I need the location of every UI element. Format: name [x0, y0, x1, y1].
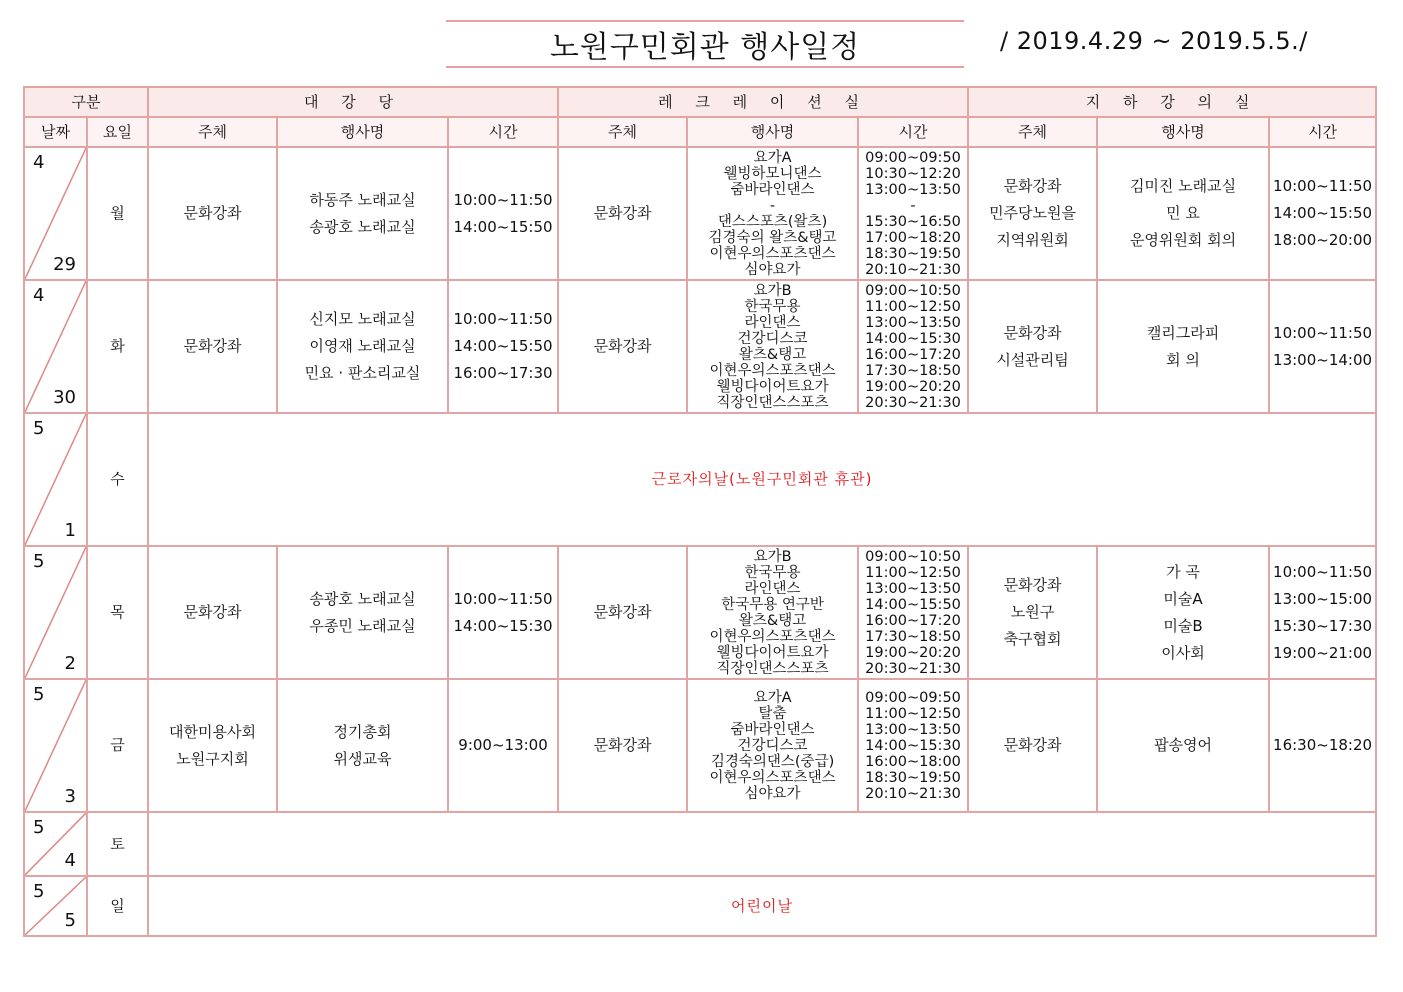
recreation-host [558, 679, 687, 812]
day-of-week: 월 [87, 147, 148, 280]
date-month: 5 [33, 817, 45, 838]
page-title: 노원구민회관 행사일정 [446, 20, 964, 68]
basement-host [968, 147, 1097, 280]
date-month: 5 [33, 684, 45, 705]
basement-events-line: 회 의 [1166, 350, 1200, 369]
recreation-events-line: 한국무용 [744, 564, 801, 581]
recreation-events-line: 웰빙다이어트요가 [716, 644, 829, 661]
basement-host [968, 679, 1097, 812]
header-hall-event: 행사명 [277, 117, 448, 147]
table-row [24, 679, 1376, 812]
recreation-host [558, 280, 687, 413]
hall-host-line: 대한미용사회 [169, 722, 256, 741]
basement-times-line: 19:00~21:00 [1273, 643, 1373, 662]
basement-times-line: 18:00~20:00 [1273, 231, 1373, 249]
hall-events-line: 우종민 노래교실 [309, 616, 416, 635]
hall-events-line: 이영재 노래교실 [309, 337, 416, 355]
basement-events-line: 캘리그라피 [1146, 323, 1220, 342]
hall-events [277, 280, 448, 413]
recreation-events-line: 라인댄스 [744, 314, 801, 331]
recreation-host-line: 문화강좌 [593, 603, 652, 621]
hall-times [448, 147, 558, 280]
recreation-times-line: 14:00~15:30 [865, 737, 961, 754]
header-base-event: 행사명 [1097, 117, 1269, 147]
hall-events-line: 송광호 노래교실 [309, 589, 416, 608]
day-of-week: 토 [87, 812, 148, 876]
table-row [24, 546, 1376, 679]
hall-host [148, 280, 277, 413]
recreation-host [558, 546, 687, 679]
basement-times-line: 14:00~15:50 [1273, 204, 1373, 222]
date-cell [24, 413, 87, 546]
basement-times [1269, 546, 1376, 679]
hall-times [448, 679, 558, 812]
section-recreation: 레 크 레 이 션 실 [558, 87, 968, 117]
header-hall-host: 주체 [148, 117, 277, 147]
recreation-events-line: 줌바라인댄스 [730, 721, 815, 738]
recreation-events-line: 김경숙의 왈츠&탱고 [708, 229, 837, 246]
basement-times-line: 13:00~15:00 [1273, 589, 1373, 608]
basement-events-line: 가 곡 [1166, 562, 1200, 581]
header-rec-event: 행사명 [687, 117, 858, 147]
recreation-times-line: 20:30~21:30 [865, 660, 961, 677]
recreation-events [687, 546, 858, 679]
basement-events-line: 민 요 [1166, 204, 1200, 222]
basement-host-line: 노원구 [1010, 603, 1055, 621]
hall-times-line: 10:00~11:50 [453, 310, 553, 328]
basement-host [968, 280, 1097, 413]
header-date: 날짜 [24, 117, 87, 147]
recreation-times-line: 10:30~12:20 [865, 165, 961, 182]
basement-host-line: 시설관리팀 [996, 350, 1069, 369]
hall-times-line: 14:00~15:30 [453, 616, 553, 635]
table-row [24, 147, 1376, 280]
basement-host-line: 지역위원회 [996, 231, 1069, 249]
hall-host-line: 노원구지회 [176, 749, 249, 768]
hall-events-line: 위생교육 [333, 749, 392, 768]
recreation-events-line: 요가A [753, 149, 792, 166]
recreation-events-line: 이현우의스포츠댄스 [709, 769, 836, 786]
section-basement: 지 하 강 의 실 [968, 87, 1376, 117]
recreation-times-line: 14:00~15:30 [865, 330, 961, 347]
recreation-events [687, 147, 858, 280]
basement-times-line: 10:00~11:50 [1273, 177, 1373, 195]
recreation-events-line: 웰빙다이어트요가 [716, 378, 829, 395]
recreation-times-line: 20:30~21:30 [865, 394, 961, 411]
header-base-host: 주체 [968, 117, 1097, 147]
date-month: 4 [33, 285, 45, 306]
recreation-events-line: 요가B [753, 548, 792, 565]
section-hall: 대 강 당 [148, 87, 558, 117]
recreation-events-line: 줌바라인댄스 [730, 181, 815, 198]
basement-times-line: 15:30~17:30 [1273, 616, 1373, 635]
hall-events-line: 송광호 노래교실 [309, 217, 416, 236]
recreation-times-line: 13:00~13:50 [865, 181, 961, 198]
date-cell [24, 280, 87, 413]
schedule-period: / 2019.4.29 ~ 2019.5.5./ [1000, 27, 1308, 55]
hall-events-line: 민요 · 판소리교실 [304, 364, 421, 382]
basement-times-line: 10:00~11:50 [1273, 562, 1373, 581]
hall-events [277, 679, 448, 812]
recreation-events-line: 건강디스코 [737, 330, 808, 347]
hall-times [448, 546, 558, 679]
recreation-times-line: 09:00~10:50 [865, 282, 961, 299]
date-month: 5 [33, 418, 45, 439]
recreation-times-line: 20:10~21:30 [865, 261, 961, 278]
basement-times-line: 13:00~14:00 [1273, 350, 1373, 369]
recreation-times-line: 16:00~17:20 [865, 346, 961, 363]
hall-times-line: 16:00~17:30 [453, 364, 553, 382]
header-row-columns [24, 117, 1376, 147]
basement-times [1269, 147, 1376, 280]
recreation-events-line: 한국무용 [744, 298, 801, 315]
basement-events-line: 팝송영어 [1154, 736, 1213, 754]
basement-events-line: 미술B [1163, 616, 1203, 635]
recreation-host [558, 147, 687, 280]
day-of-week: 금 [87, 679, 148, 812]
table-row [24, 812, 1376, 876]
recreation-times-line: 13:00~13:50 [865, 314, 961, 331]
table-row [24, 280, 1376, 413]
recreation-times [858, 147, 968, 280]
date-day: 29 [53, 254, 76, 275]
recreation-times-line: 14:00~15:50 [865, 596, 961, 613]
date-cell [24, 546, 87, 679]
recreation-events-line: 한국무용 연구반 [721, 596, 824, 613]
recreation-times [858, 280, 968, 413]
recreation-times-line: 09:00~10:50 [865, 548, 961, 565]
date-month: 4 [33, 152, 45, 173]
recreation-times-line: 16:00~17:20 [865, 612, 961, 629]
holiday-notice [148, 812, 1376, 876]
header-hall-time: 시간 [448, 117, 558, 147]
basement-events-line: 김미진 노래교실 [1129, 177, 1237, 195]
hall-times-line: 10:00~11:50 [453, 190, 553, 209]
hall-events-line: 하동주 노래교실 [309, 190, 416, 209]
recreation-events-line: 심야요가 [744, 785, 801, 802]
recreation-times-line: 17:30~18:50 [865, 628, 961, 645]
date-day: 3 [64, 786, 76, 807]
date-month: 5 [33, 881, 45, 902]
hall-times-line: 14:00~15:50 [453, 337, 553, 355]
hall-events [277, 546, 448, 679]
date-cell [24, 147, 87, 280]
recreation-host-line: 문화강좌 [593, 204, 652, 222]
basement-host [968, 546, 1097, 679]
hall-times-line: 10:00~11:50 [453, 589, 553, 608]
header-row-sections [24, 87, 1376, 117]
table-row [24, 876, 1376, 936]
basement-events [1097, 546, 1269, 679]
hall-host [148, 546, 277, 679]
recreation-events-line: 건강디스코 [737, 737, 808, 754]
basement-times [1269, 280, 1376, 413]
recreation-events [687, 679, 858, 812]
date-cell [24, 812, 87, 876]
basement-host-line: 문화강좌 [1003, 323, 1062, 342]
recreation-times-line: 16:00~18:00 [865, 753, 961, 770]
hall-host-line: 문화강좌 [183, 204, 242, 222]
hall-times [448, 280, 558, 413]
header-rec-host: 주체 [558, 117, 687, 147]
hall-host-line: 문화강좌 [183, 603, 242, 621]
recreation-events-line: 왈츠&탱고 [738, 612, 807, 629]
basement-events-line: 미술A [1163, 589, 1203, 608]
recreation-times-line: 20:10~21:30 [865, 785, 961, 802]
recreation-events-line: 이현우의스포츠댄스 [709, 362, 836, 379]
date-day: 5 [64, 910, 76, 931]
recreation-host-line: 문화강좌 [593, 736, 652, 754]
basement-host-line: 문화강좌 [1003, 576, 1062, 594]
basement-times-line: 10:00~11:50 [1273, 323, 1373, 342]
recreation-times-line: - [910, 197, 916, 214]
recreation-events-line: 요가B [753, 282, 792, 299]
holiday-notice: 근로자의날(노원구민회관 휴관) [148, 413, 1376, 546]
basement-events [1097, 679, 1269, 812]
header-base-time: 시간 [1269, 117, 1376, 147]
hall-times-line: 14:00~15:50 [453, 217, 553, 236]
recreation-events-line: 심야요가 [744, 261, 801, 278]
recreation-events-line: 직장인댄스스포츠 [716, 394, 829, 411]
date-day: 2 [64, 653, 76, 674]
recreation-times-line: 19:00~20:20 [865, 644, 961, 661]
recreation-events-line: 라인댄스 [744, 580, 801, 597]
day-of-week: 일 [87, 876, 148, 936]
day-of-week: 화 [87, 280, 148, 413]
date-day: 1 [64, 520, 76, 541]
recreation-times-line: 11:00~12:50 [865, 564, 961, 581]
day-of-week: 수 [87, 413, 148, 546]
recreation-times-line: 17:30~18:50 [865, 362, 961, 379]
basement-events-line: 이사회 [1161, 643, 1205, 662]
basement-host-line: 축구협회 [1003, 630, 1062, 648]
basement-events [1097, 280, 1269, 413]
recreation-times [858, 679, 968, 812]
hall-times-line: 9:00~13:00 [458, 736, 548, 754]
date-day: 30 [53, 387, 76, 408]
date-day: 4 [64, 850, 76, 871]
recreation-times-line: 13:00~13:50 [865, 580, 961, 597]
recreation-times-line: 13:00~13:50 [865, 721, 961, 738]
recreation-events-line: 댄스스포츠(왈츠) [717, 213, 828, 230]
recreation-events [687, 280, 858, 413]
day-of-week: 목 [87, 546, 148, 679]
hall-host [148, 147, 277, 280]
recreation-events-line: 요가A [753, 689, 792, 706]
recreation-times [858, 546, 968, 679]
recreation-times-line: 11:00~12:50 [865, 298, 961, 315]
hall-host-line: 문화강좌 [183, 337, 242, 355]
recreation-times-line: 09:00~09:50 [865, 149, 961, 166]
recreation-times-line: 18:30~19:50 [865, 769, 961, 786]
date-cell [24, 876, 87, 936]
recreation-times-line: 19:00~20:20 [865, 378, 961, 395]
recreation-events-line: 이현우의스포츠댄스 [709, 245, 836, 262]
hall-events [277, 147, 448, 280]
basement-events [1097, 147, 1269, 280]
schedule-table [23, 86, 1377, 937]
recreation-events-line: 직장인댄스스포츠 [716, 660, 829, 677]
recreation-events-line: 김경숙의댄스(중급) [710, 753, 835, 770]
recreation-events-line: 탈춤 [758, 705, 787, 722]
basement-host-line: 문화강좌 [1003, 736, 1062, 754]
basement-events-line: 운영위원회 회의 [1129, 231, 1237, 249]
recreation-times-line: 11:00~12:50 [865, 705, 961, 722]
header-rec-time: 시간 [858, 117, 968, 147]
hall-events-line: 신지모 노래교실 [309, 310, 416, 328]
date-month: 5 [33, 551, 45, 572]
recreation-events-line: 이현우의스포츠댄스 [709, 628, 836, 645]
basement-host-line: 민주당노원을 [989, 204, 1077, 222]
recreation-times-line: 17:00~18:20 [865, 229, 961, 246]
recreation-times-line: 18:30~19:50 [865, 245, 961, 262]
hall-host [148, 679, 277, 812]
basement-host-line: 문화강좌 [1003, 177, 1062, 195]
recreation-events-line: 왈츠&탱고 [738, 346, 807, 363]
recreation-events-line: 웰빙하모니댄스 [723, 165, 822, 182]
hall-events-line: 정기총회 [333, 722, 392, 741]
header-group: 구분 [24, 87, 148, 117]
basement-times [1269, 679, 1376, 812]
recreation-times-line: 15:30~16:50 [865, 213, 961, 230]
date-cell [24, 679, 87, 812]
recreation-host-line: 문화강좌 [593, 337, 652, 355]
basement-times-line: 16:30~18:20 [1273, 736, 1373, 754]
holiday-notice: 어린이날 [148, 876, 1376, 936]
recreation-events-line: - [769, 197, 776, 214]
table-row [24, 413, 1376, 546]
header-dow: 요일 [87, 117, 148, 147]
recreation-times-line: 09:00~09:50 [865, 689, 961, 706]
